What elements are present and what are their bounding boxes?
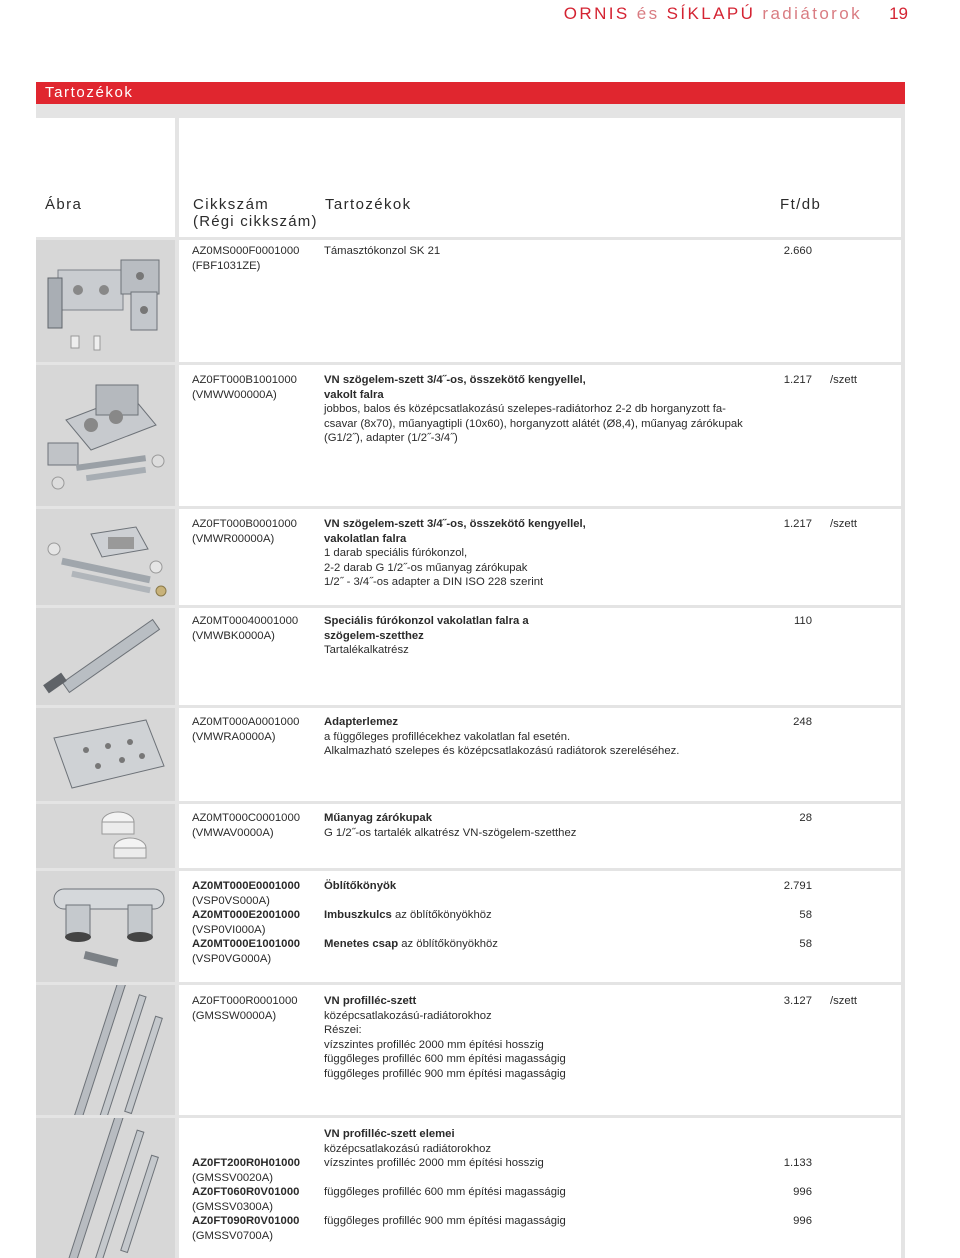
- row-9-prices: [700, 1156, 812, 1229]
- item-detail: középcsatlakozású-radiátorokhoz: [324, 1009, 492, 1022]
- item-title: VN szögelem-szett 3/4˝-os, összekötő kengyellel,: [324, 518, 586, 530]
- brand-siklapu: SÍKLAPÚ: [666, 4, 756, 23]
- row-5-price: 248: [793, 716, 812, 728]
- old-article-code: (VMWW00000A): [192, 388, 277, 401]
- item-title: Öblítőkönyök: [324, 880, 397, 892]
- row-3-price: 1.217: [783, 518, 812, 530]
- product-image-profile-rail-parts: [36, 1118, 175, 1258]
- row-8-code: [192, 994, 312, 1023]
- article-code: AZ0FT000B1001000: [192, 374, 297, 386]
- product-image-profile-rail-set: [36, 985, 175, 1115]
- row-2-code: [192, 373, 312, 402]
- item-detail: Részei:: [324, 1024, 362, 1037]
- old-article-code: (VMWAV0000A): [192, 826, 274, 839]
- old-article-code: (VSP0VI000A): [192, 923, 266, 936]
- row-2-price: 1.217: [783, 374, 812, 386]
- row-9-description: [324, 1156, 744, 1229]
- item-detail: Tartalékalkatrész: [324, 644, 409, 657]
- item-detail: 2-2 darab G 1/2˝-os műanyag zárókupak: [324, 561, 528, 574]
- row-8-price: 3.127: [783, 995, 812, 1007]
- row-4-price: 110: [793, 615, 812, 627]
- row-9-heading: [324, 1127, 744, 1156]
- row-5-description: [324, 715, 744, 759]
- item-price: 58: [799, 938, 812, 951]
- header-band: [36, 104, 905, 118]
- row-6-description: [324, 811, 744, 840]
- row-5-code: [192, 715, 312, 744]
- item-title: vakolatlan falra: [324, 532, 407, 545]
- row-8-description: [324, 994, 744, 1082]
- product-image-plastic-caps: [36, 804, 175, 868]
- item-detail: Alkalmazható szelepes és középcsatlakozású radiátorok szereléséhez.: [324, 745, 680, 758]
- page-number: 19: [889, 4, 908, 23]
- old-article-code: (GMSSW0000A): [192, 1009, 277, 1022]
- item-subtitle: középcsatlakozású radiátorokhoz: [324, 1142, 492, 1155]
- item-price: 1.133: [783, 1157, 812, 1169]
- item-title: VN profilléc-szett: [324, 995, 417, 1007]
- column-divider: [901, 104, 905, 1258]
- item-price: 2.791: [783, 880, 812, 892]
- article-code: AZ0FT060R0V01000: [192, 1186, 300, 1199]
- brand-radiatorok: radiátorok: [762, 4, 862, 23]
- item-detail: függőleges profilléc 900 mm építési magasságig: [324, 1067, 566, 1080]
- row-3-unit: /szett: [830, 518, 857, 530]
- old-article-code: (GMSSV0300A): [192, 1200, 273, 1213]
- item-detail: függőleges profilléc 600 mm építési magasságig: [324, 1186, 566, 1199]
- item-detail: a függőleges profillécekhez vakolatlan fal esetén.: [324, 730, 571, 743]
- column-header-accessory: Tartozékok: [325, 196, 412, 213]
- row-6-code: [192, 811, 312, 840]
- item-title: Speciális fúrókonzol vakolatlan falra a: [324, 615, 529, 627]
- item-title: VN profilléc-szett elemei: [324, 1128, 455, 1140]
- row-3-description: [324, 517, 744, 590]
- item-price: 58: [799, 909, 812, 922]
- product-image-flush-elbow: [36, 871, 175, 982]
- column-header-price: Ft/db: [780, 196, 822, 213]
- item-detail: G 1/2˝-os tartalék alkatrész VN-szögelem-szetthez: [324, 826, 577, 839]
- item-detail: vízszintes profilléc 2000 mm építési hosszig: [324, 1038, 544, 1051]
- item-detail: 1/2˝ - 3/4˝-os adapter a DIN ISO 228 szerint: [324, 576, 544, 589]
- article-code: AZ0FT000R0001000: [192, 995, 298, 1007]
- article-code: AZ0MT000E2001000: [192, 909, 301, 922]
- brand-title: [564, 4, 862, 24]
- old-article-code: (GMSSV0700A): [192, 1229, 273, 1242]
- item-detail: (G1/2˝), adapter (1/2˝-3/4˝): [324, 432, 458, 445]
- article-code: AZ0FT000B0001000: [192, 518, 297, 530]
- article-code: AZ0MT000A0001000: [192, 716, 300, 728]
- brand-and: és: [636, 4, 660, 23]
- item-title: Műanyag zárókupak: [324, 812, 432, 824]
- column-header-code: Cikkszám: [193, 196, 270, 213]
- item-title: Támasztókonzol SK 21: [324, 245, 441, 257]
- item-title: Adapterlemez: [324, 716, 399, 728]
- item-title: vakolt falra: [324, 388, 384, 401]
- old-article-code: (FBF1031ZE): [192, 259, 261, 272]
- article-code: AZ0MT000C0001000: [192, 812, 301, 824]
- column-divider: [175, 104, 179, 1258]
- row-2-description: [324, 373, 744, 446]
- item-detail: 1 darab speciális fúrókonzol,: [324, 547, 468, 560]
- article-code: AZ0MS000F0001000: [192, 245, 300, 257]
- row-1-description: [324, 244, 744, 259]
- row-4-code: [192, 614, 312, 643]
- product-image-elbow-set-plastered: [36, 365, 175, 506]
- item-detail: az öblítőkönyökhöz: [398, 938, 498, 951]
- item-detail: függőleges profilléc 600 mm építési magasságig: [324, 1053, 566, 1066]
- old-article-code: (VSP0VS000A): [192, 894, 270, 907]
- item-price: 996: [793, 1186, 812, 1199]
- row-4-description: [324, 614, 744, 658]
- article-code: AZ0MT00040001000: [192, 615, 299, 627]
- item-title: Imbuszkulcs: [324, 909, 392, 922]
- column-header-image: Ábra: [45, 196, 83, 213]
- row-6-price: 28: [799, 812, 812, 824]
- item-detail: jobbos, balos és középcsatlakozású szelepes-radiátorhoz 2-2 db horganyzott fa-: [324, 403, 726, 416]
- article-code: AZ0MT000E0001000: [192, 880, 301, 892]
- item-title: VN szögelem-szett 3/4˝-os, összekötő kengyellel,: [324, 374, 586, 386]
- item-detail: vízszintes profilléc 2000 mm építési hosszig: [324, 1157, 544, 1169]
- item-detail: csavar (8x70), műanyagtipli (10x60), horganyzott alátét (Ø8,4), műanyag zárókupak: [324, 417, 743, 430]
- item-title: szögelem-szetthez: [324, 629, 424, 642]
- row-7-codes: [192, 879, 312, 967]
- old-article-code: (VMWBK0000A): [192, 629, 275, 642]
- row-2-unit: /szett: [830, 374, 857, 386]
- product-image-elbow-set-unplastered: [36, 509, 175, 605]
- product-image-adapter-plate: [36, 708, 175, 801]
- product-image-bracket: [36, 240, 175, 362]
- product-image-drill-bracket: [36, 608, 175, 705]
- item-title: Menetes csap: [324, 938, 399, 951]
- old-article-code: (GMSSV0020A): [192, 1171, 273, 1184]
- old-article-code: (VSP0VG000A): [192, 952, 272, 965]
- item-detail: függőleges profilléc 900 mm építési magasságig: [324, 1215, 566, 1228]
- article-code: AZ0MT000E1001000: [192, 938, 301, 951]
- article-code: AZ0FT200R0H01000: [192, 1157, 301, 1169]
- item-detail: az öblítőkönyökhöz: [391, 909, 492, 922]
- old-article-code: (VMWRA0000A): [192, 730, 276, 743]
- article-code: AZ0FT090R0V01000: [192, 1215, 300, 1228]
- section-title: Tartozékok: [36, 82, 905, 104]
- row-8-unit: /szett: [830, 995, 857, 1007]
- row-1-code: [192, 244, 312, 273]
- brand-ornis: ORNIS: [563, 4, 630, 23]
- column-header-old-code: (Régi cikkszám): [193, 213, 318, 230]
- row-7-description: [324, 879, 744, 952]
- row-3-code: [192, 517, 312, 546]
- row-7-prices: [700, 879, 812, 952]
- item-price: 996: [793, 1215, 812, 1228]
- old-article-code: (VMWR00000A): [192, 532, 275, 545]
- row-9-codes: [192, 1156, 312, 1244]
- row-1-price: 2.660: [783, 245, 812, 257]
